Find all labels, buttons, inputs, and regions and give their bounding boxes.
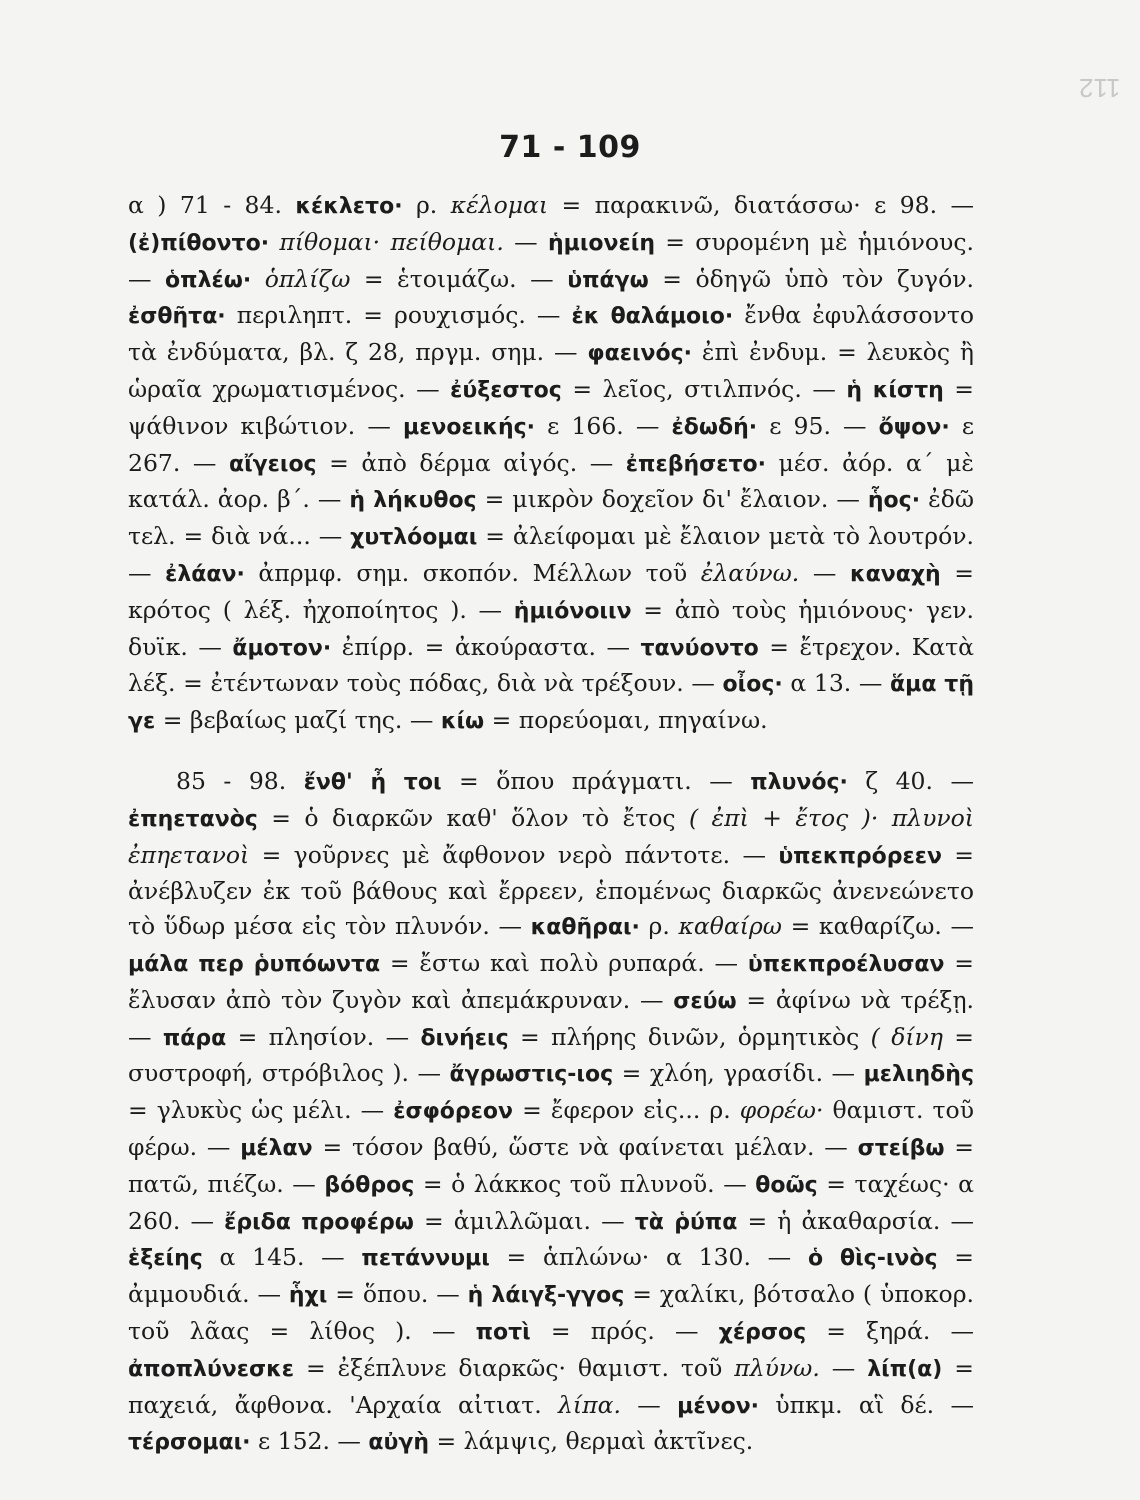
headword: δινήεις [420,1025,509,1051]
body-text: = πρός. — [530,1316,719,1345]
headword: ποτὶ [475,1319,531,1345]
headword: ἄμοτον· [232,635,332,661]
body-text: = ὁδηγῶ ὑπὸ τὸν ζυγόν. [648,264,974,293]
body-text: ε 166. — [535,411,672,440]
headword: κίω [440,709,485,735]
headword: ἐύξεστος [450,377,562,403]
body-text: 85 - 98. [176,766,304,795]
headword: αἴγειος [228,451,317,477]
body-text: = τόσον βαθύ, ὥστε νὰ φαίνεται μέλαν. — [312,1132,858,1161]
body-text: = πορεύομαι, πηγαίνω. [484,706,768,735]
body-text: ὑπκμ. αἳ δέ. — [759,1390,974,1419]
headword: χέρσος [718,1319,807,1345]
body-text: = ἔστω καὶ πολὺ ρυπαρά. — [380,948,748,977]
body-text: = ἔτρεχον. Κατὰ λέξ. = ἐτέντωναν τοὺς πόδας, διὰ νὰ τρέξουν. — [128,632,974,698]
body-text: α ) 71 - 84. [128,191,296,219]
body-text: — [819,1353,868,1382]
body-text: ἀπρμφ. σημ. σκοπόν. Μέλλων τοῦ [244,558,701,587]
body-text: = πλήρης δινῶν, ὁρμητικὸς [508,1022,871,1051]
gloss-text: ἐλαύνω. [700,558,800,587]
headword: σεύω [673,988,737,1014]
headword: μέλαν [240,1135,313,1161]
body-text: α 145. — [202,1243,362,1272]
gloss-text: κέλομαι [450,191,549,219]
body-text: ε 95. — [757,411,879,440]
body-text: θαμιστ. τοῦ φέρω. — [128,1096,974,1161]
body-text: = ἀφίνω νὰ τρέξῃ. — [128,985,974,1051]
body-text: = ξηρά. — [806,1316,974,1345]
body-text: α 13. — [782,669,891,698]
headword: ἧος· [867,488,921,514]
body-text: = ἑτοιμάζω. — [350,264,568,293]
headword: ἄγρωστις-ιος [449,1062,614,1088]
headword: ἐδωδή· [671,414,758,440]
headword: πλυνός· [750,769,848,795]
gloss-text: ( δίνη [870,1022,943,1051]
body-text: — [620,1390,678,1419]
headword: (ἐ)πίθοντο· [128,230,270,256]
headword: ὑπάγω [567,267,649,293]
body-text: = παχειά, ἄφθονα. 'Αρχαία αἰτιατ. [128,1353,974,1419]
body-text: = ἀπὸ δέρμα αἰγός. — [316,448,626,477]
headword: μελιηδὴς [863,1062,974,1088]
headword: χυτλόομαι [350,525,478,551]
headword: ἅμα τῇ γε [128,672,975,735]
headword: αὐγὴ [368,1430,430,1456]
body-text: = χλόη, γρασίδι. — [613,1059,864,1088]
body-text: = γοῦρνες μὲ ἄφθονον νερὸ πάντοτε. — [249,840,779,869]
headword: ὑπεκπρόρεεν [778,843,942,869]
body-text: = μικρὸν δοχεῖον δι' ἔλαιον. — [476,485,868,514]
body-text: ἐδῶ τελ. = διὰ νά... — [128,485,974,551]
body-text: ρ. [402,191,451,219]
gloss-text: ( ἐπὶ + ἔτος )· πλυνοὶ ἐπηετανοὶ [128,803,975,869]
body-text: = ψάθινον κιβώτιον. — [128,374,974,440]
body-text: = ἁπλώνω· α 130. — [489,1243,808,1272]
headword: ἡμιονείη [547,230,655,256]
gloss-text: ὁπλίζω [264,264,351,293]
headword: ἐσφόρεον [393,1099,514,1125]
headword: ὄψον· [878,414,950,440]
headword: στείβω [857,1135,945,1161]
headword: πετάννυμι [361,1246,490,1272]
body-text: = πατῶ, πιέζω. — [128,1132,974,1198]
body-text: = καθαρίζω. — [781,912,974,941]
headword: ἡ κίστη [846,377,944,403]
body-text: = ὅπου πράγματι. — [441,766,751,795]
headword: φαεινός· [587,341,693,367]
body-text: ρ. [639,912,679,941]
headword: ὁπλέω· [165,267,252,293]
body-text: = λάμψις, θερμαὶ ἀκτῖνες. [429,1427,754,1456]
headword: ἔριδα προφέρω [224,1209,414,1235]
body-text: = ἀνέβλυζεν ἐκ τοῦ βάθους καὶ ἔρρεεν, ἑπομένως διαρκῶς ἀνενεώνετο τὸ ὕδωρ μέσα εἰς τὸν πλυνόν. — [128,840,974,941]
body-text: = ταχέως· α 260. — [128,1169,974,1235]
headword: ἡ λήκυθος [349,488,477,514]
headword: ἐκ θαλάμοιο· [571,304,734,330]
body-text: — [799,558,850,587]
body-text: ε 152. — [250,1427,369,1456]
gloss-text: φορέω· [739,1096,824,1125]
body-text: ε 267. — [128,411,974,477]
headword: ἔνθ' ἦ τοι [303,769,442,795]
body-text: ἔνθα ἐφυλάσσοντο τὰ ἐνδύματα, βλ. ζ 28, πργμ. σημ. — [128,301,974,367]
body-text [251,265,265,293]
body-text: = συστροφή, στρόβιλος ). — [128,1022,974,1088]
headword: καναχὴ [849,561,941,587]
gloss-text: καθαίρω [678,912,782,941]
body-text: = ὁ λάκκος τοῦ πλυνοῦ. — [414,1169,756,1198]
body-text: ἐπίρρ. = ἀκούραστα. — [331,632,641,661]
body-text: = πλησίον. — [226,1022,421,1051]
body-text: = γλυκὺς ὡς μέλι. — [128,1096,394,1125]
body-text: = ἁμιλλῶμαι. — [413,1206,635,1235]
body-text: = ὅπου. — [327,1280,468,1309]
body-text: = ὁ διαρκῶν καθ' ὅλον τὸ ἔτος [257,803,689,832]
body-text: = ἔφερον εἰς... ρ. [513,1096,740,1125]
body-text: = ἀμμουδιά. — [128,1243,974,1309]
paragraph-71-84 [128,188,974,740]
headword: ἐπηετανὸς [128,806,258,832]
body-text: = συρομένη μὲ ἡμιόνους. — [128,227,974,293]
headword: ἐπεβήσετο· [625,451,766,477]
headword: τανύοντο [640,635,759,661]
headword: τέρσομαι· [128,1430,251,1456]
gloss-text: λίπα. [558,1390,621,1419]
headword: μάλα περ ῥυπόωντα [128,951,381,977]
body-text: = χαλίκι, βότσαλο ( ὑποκορ. τοῦ λᾶας = λίθος ). — [128,1280,974,1345]
headword: πάρα [162,1025,227,1051]
body-text: μέσ. ἀόρ. α΄ μὲ κατάλ. ἀορ. β΄. — [128,448,974,514]
headword: τὰ ῥύπα [634,1209,738,1235]
headword: ὑπεκπροέλυσαν [747,951,945,977]
headword: ὁ θὶς-ινὸς [807,1246,938,1272]
headword: ἡμιόνοιιν [513,598,632,624]
body-text: = ἔλυσαν ἀπὸ τὸν ζυγὸν καὶ ἀπεμάκρυναν. — [128,948,974,1014]
headword: ἧχι [288,1283,328,1309]
body-text: = ἀλείφομαι μὲ ἔλαιον μετὰ τὸ λουτρόν. — [128,522,974,587]
body-text: = λεῖος, στιλπνός. — [561,374,847,403]
body-text: περιληπτ. = ρουχισμός. — [225,301,572,330]
headword: καθῆραι· [530,915,640,941]
headword: βόθρος [324,1172,415,1198]
body-text [269,228,279,256]
headword: ἐλάαν· [165,561,245,587]
headword: ἐσθῆτα· [128,304,226,330]
body-text: = ἐξέπλυνε διαρκῶς· θαμιστ. τοῦ [294,1353,735,1382]
text-block [128,188,974,1461]
body-text: = βεβαίως μαζί της. — [155,706,441,735]
headword: ἀποπλύνεσκε [128,1356,295,1382]
headword: λίπ(α) [867,1356,943,1382]
page-title: 71 - 109 [499,130,641,165]
body-text: — [503,227,548,256]
gloss-text: πλύνω. [734,1353,820,1382]
paragraph-85-98 [128,764,974,1461]
body-text: ἐπὶ ἐνδυμ. = λευκὸς ἢ ὡραῖα χρωματισμένος. — [128,338,974,403]
headword: κέκλετο· [295,194,403,219]
headword: μενοεικής· [403,414,536,440]
body-text: = παρακινῶ, διατάσσω· ε 98. — [548,191,974,219]
gloss-text: πίθομαι· πείθομαι. [279,227,504,256]
headword: μένον· [677,1393,760,1419]
body-text: = κρότος ( λέξ. ἠχοποίητος ). — [128,558,974,624]
headword: θοῶς [755,1172,818,1198]
body-text: ζ 40. — [847,766,974,795]
page-number: 112 [1078,73,1120,103]
body-text: = ἡ ἀκαθαρσία. — [737,1206,975,1235]
headword: ἡ λάιγξ-γγος [467,1283,625,1309]
headword: οἶος· [722,672,783,698]
headword: ἑξείης [128,1246,203,1272]
body-text: = ἀπὸ τοὺς ἡμιόνους· γεν. δυϊκ. — [128,595,975,661]
